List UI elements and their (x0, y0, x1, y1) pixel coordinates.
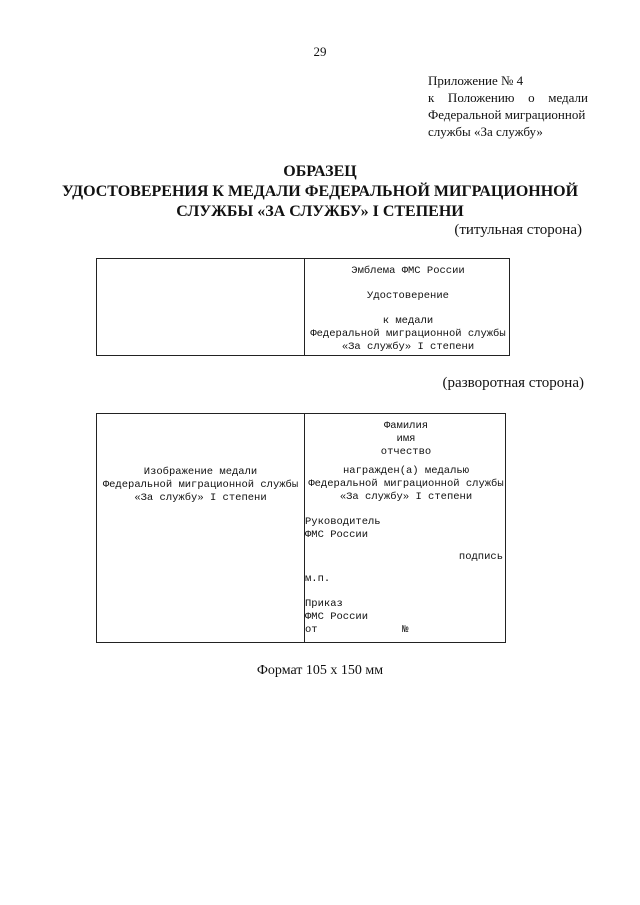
appendix-note (428, 72, 588, 140)
medal-image-line: Изображение медали (143, 466, 258, 478)
appendix-line: Приложение № 4 (428, 73, 524, 88)
order-org-label: ФМС России (305, 611, 369, 623)
format-note: Формат 105 х 150 мм (256, 663, 384, 678)
medal-image-line: Федеральной миграционной службы (102, 479, 299, 491)
appendix-line: Федеральной миграционной (428, 107, 586, 122)
spread-side-caption: (разворотная сторона) (442, 375, 584, 391)
medal-line: к медали (382, 315, 434, 327)
title-side-right-panel (305, 265, 511, 354)
order-label: Приказ (305, 598, 343, 610)
head-org-label: ФМС России (305, 529, 369, 541)
order-from-label: от (305, 624, 318, 636)
awarded-line: награжден(а) медалью (342, 465, 470, 477)
page-number: 29 (313, 44, 327, 59)
spread-side-card (96, 413, 506, 643)
awarded-line: «За службу» I степени (339, 491, 473, 503)
title-line: СЛУЖБЫ «ЗА СЛУЖБУ» I СТЕПЕНИ (176, 203, 464, 220)
seal-label: м.п. (305, 573, 331, 585)
signature-label: подпись (458, 551, 503, 563)
order-number-label: № (402, 624, 409, 636)
appendix-line: службы «За службу» (428, 124, 543, 139)
spread-side-right-panel (305, 420, 507, 637)
appendix-line: к Положению о медали (428, 90, 588, 105)
patronymic-label: отчество (380, 446, 432, 458)
document-title (0, 162, 640, 222)
order-date-row (305, 624, 507, 637)
awarded-line: Федеральной миграционной службы (308, 478, 504, 490)
head-label: Руководитель (305, 516, 381, 528)
title-line: УДОСТОВЕРЕНИЯ К МЕДАЛИ ФЕДЕРАЛЬНОЙ МИГРАЦИОННОЙ (61, 183, 579, 200)
medal-image-line: «За службу» I степени (134, 492, 267, 504)
surname-label: Фамилия (383, 420, 429, 432)
name-label: имя (396, 433, 416, 445)
title-line: ОБРАЗЕЦ (283, 163, 357, 180)
emblem-label: Эмблема ФМС России (351, 265, 465, 277)
certificate-label: Удостоверение (367, 290, 449, 302)
title-side-card (96, 258, 510, 356)
medal-image-placeholder (97, 466, 304, 505)
title-side-caption: (титульная сторона) (454, 222, 582, 238)
medal-line: Федеральной миграционной службы (310, 328, 506, 340)
medal-line: «За службу» I степени (341, 341, 475, 353)
